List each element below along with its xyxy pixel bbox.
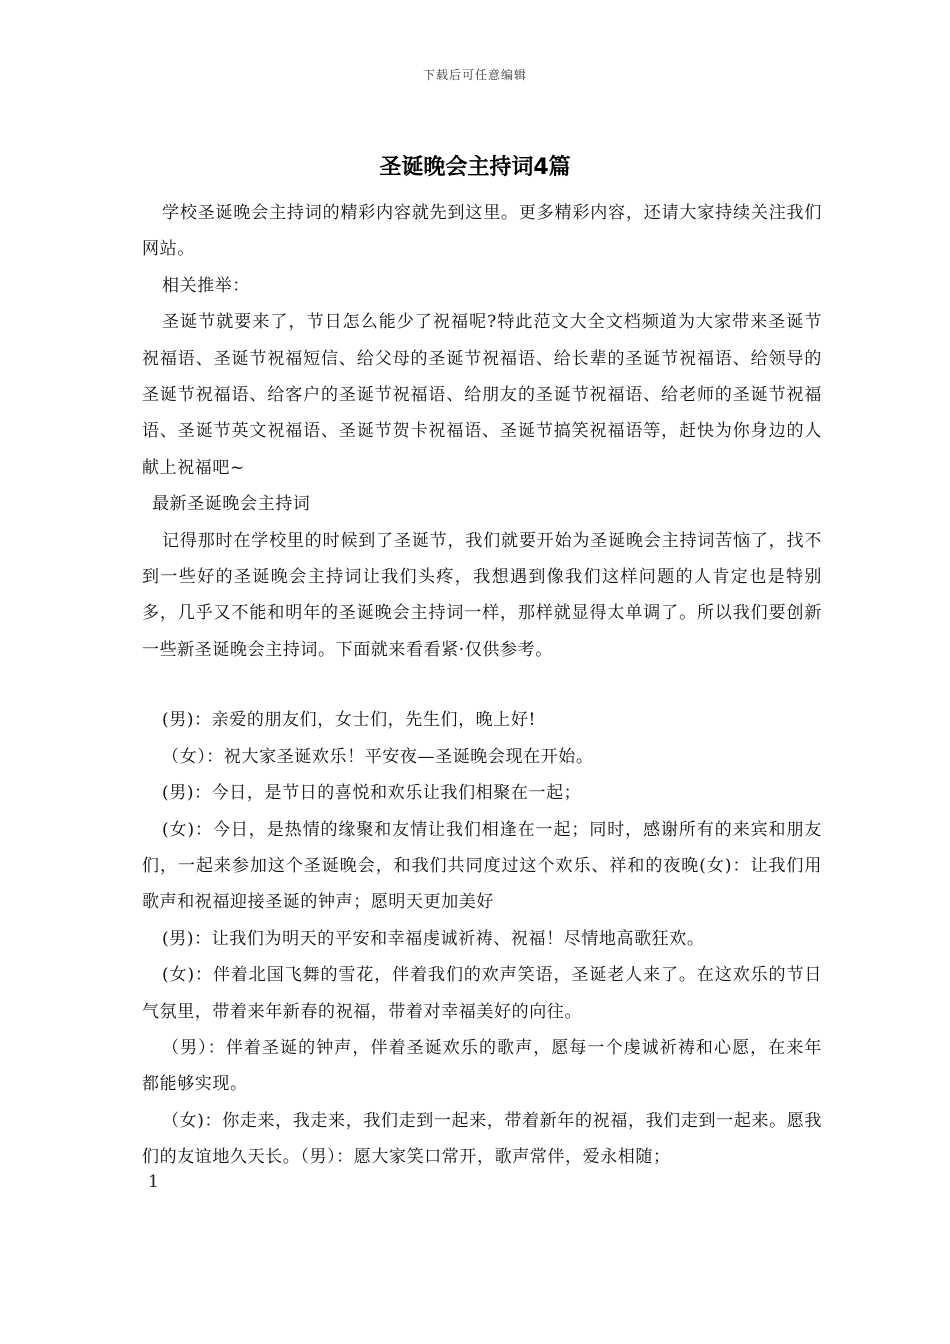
page-number: 1 — [148, 1172, 159, 1192]
header-note: 下载后可任意编辑 — [422, 68, 527, 82]
dialogue-line: (男)：让我们为明天的平安和幸福虔诚祈祷、祝福！尽情地高歌狂欢。 — [162, 928, 705, 949]
dialogue-line: (女)：伴着北国飞舞的雪花，伴着我们的欢声笑语，圣诞老人来了。在这欢乐的节日气氛里，带着来年新春的祝福，带着对幸福美好的向往。 — [142, 965, 822, 1022]
document-title: 圣诞晚会主持词4篇 — [379, 155, 571, 180]
dialogue-line: (男)：今日，是节日的喜悦和欢乐让我们相聚在一起； — [162, 783, 582, 804]
document-body — [142, 195, 822, 1176]
section-intro-paragraph: 记得那时在学校里的时候到了圣诞节，我们就要开始为圣诞晚会主持词苦恼了，找不到一些好的圣诞晚会主持词让我们头疼，我想遇到像我们这样问题的人肯定也是特别多，几乎又不能和明年的圣诞晚会主持词一样，那样就显得太单调了。所以我们要创新一些新圣诞晚会主持词。下面就来看看紧·仅供参考。 — [142, 530, 822, 660]
related-recommend-label: 相关推举： — [162, 275, 250, 296]
dialogue-line: （女)：你走来，我走来，我们走到一起来，带着新年的祝福，我们走到一起来。愿我们的友谊地久天长。（男）：愿大家笑口常开，歌声常伴，爱永相随； — [142, 1110, 822, 1168]
intro-paragraph: 圣诞节就要来了，节日怎么能少了祝福呢?特此范文大全文档频道为大家带来圣诞节祝福语、圣诞节祝福短信、给父母的圣诞节祝福语、给长辈的圣诞节祝福语、给领导的圣诞节祝福语、给客户的圣诞节祝福语、给朋友的圣诞节祝福语、给老师的圣诞节祝福语、圣诞节英文祝福语、圣诞节贺卡祝福语、圣诞节搞笑祝福语等，赶快为你身边的人献上祝福吧~ — [142, 312, 822, 478]
intro-paragraph: 学校圣诞晚会主持词的精彩内容就先到这里。更多精彩内容，还请大家持续关注我们网站。 — [142, 203, 822, 260]
dialogue-line: (女)：今日，是热情的缘聚和友情让我们相逢在一起；同时，感谢所有的来宾和朋友们，一起来参加这个圣诞晚会，和我们共同度过这个欢乐、祥和的夜晚(女)：让我们用歌声和祝福迎接圣诞的钟声；愿明天更加美好 — [142, 819, 822, 913]
dialogue-line: （女）：祝大家圣诞欢乐！平安夜—圣诞晚会现在开始。 — [162, 746, 594, 767]
section-heading: 最新圣诞晚会主持词 — [152, 494, 311, 515]
paragraph-spacer — [142, 668, 822, 702]
dialogue-line: (男)：亲爱的朋友们，女士们，先生们，晚上好! — [162, 710, 536, 731]
dialogue-line: （男）：伴着圣诞的钟声，伴着圣诞欢乐的歌声，愿每一个虔诚祈祷和心愿，在来年都能够实现。 — [142, 1037, 822, 1095]
